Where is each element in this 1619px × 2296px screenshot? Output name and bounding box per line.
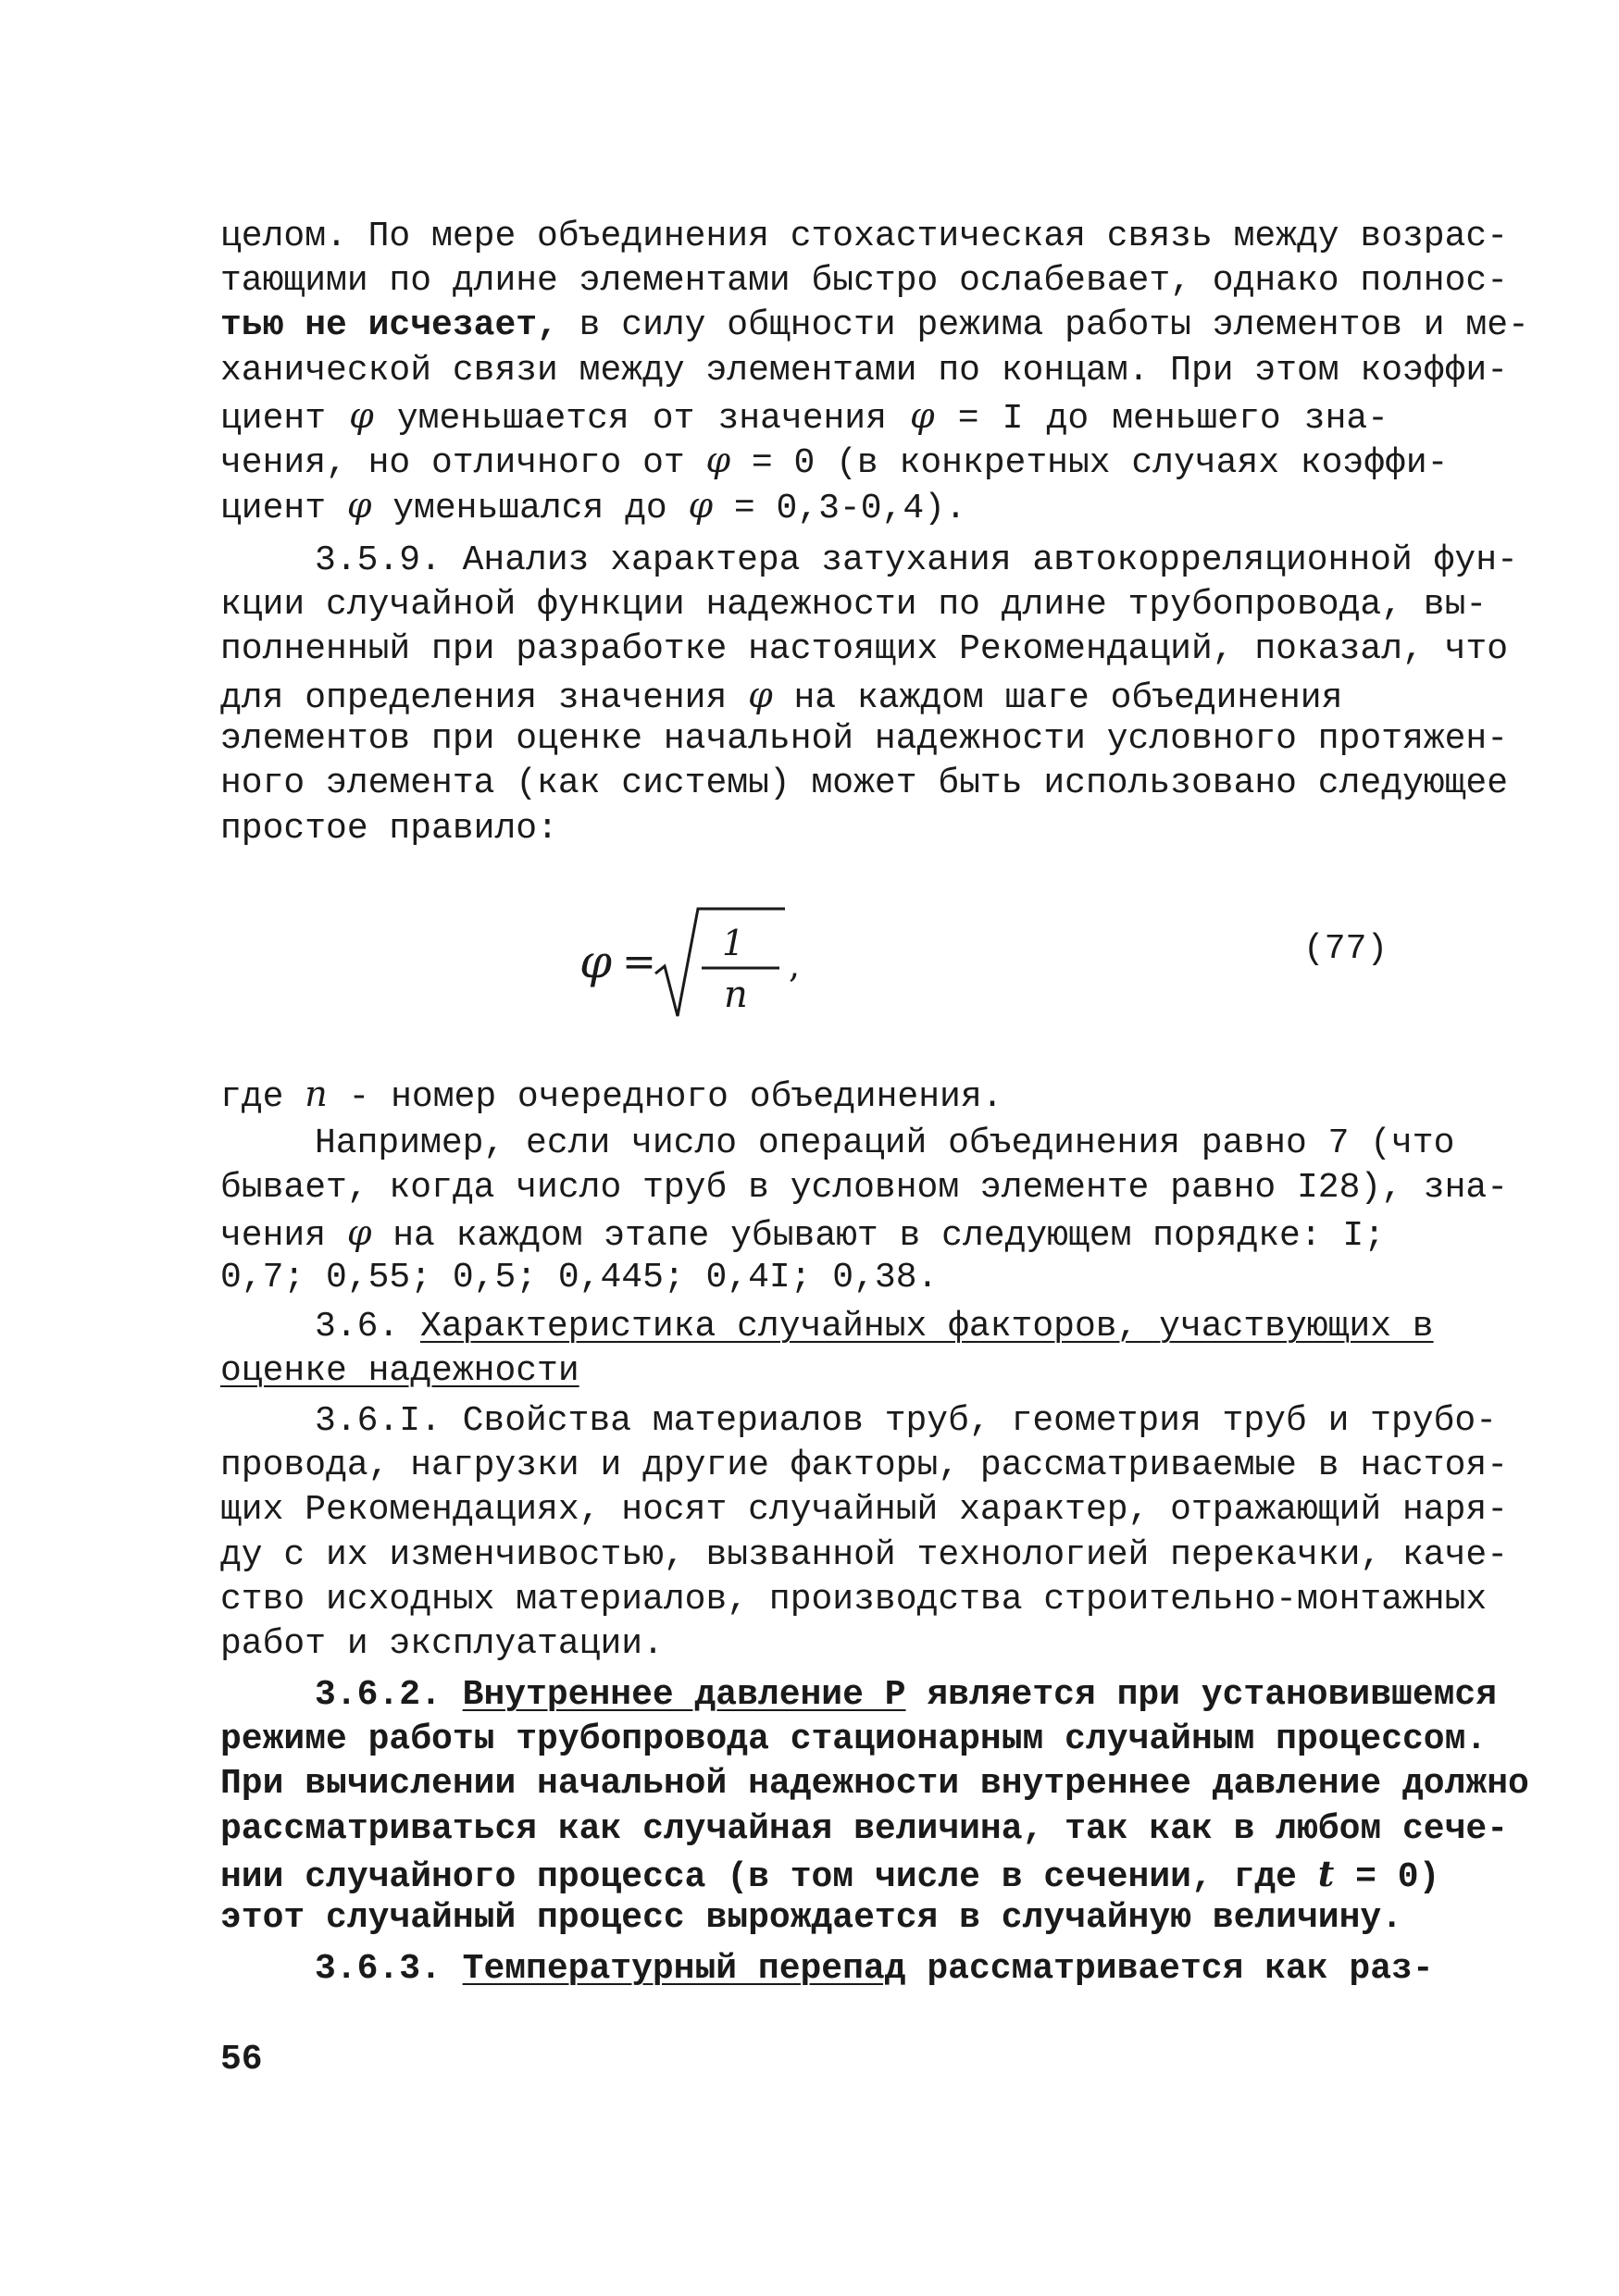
text-line	[315, 1947, 1434, 1992]
text-line	[220, 438, 1449, 486]
text-span: является при установившемся	[905, 1675, 1498, 1715]
formula-numerator: 1	[722, 923, 745, 963]
text-line: кции случайной функции надежности по длине трубопровода, вы-	[220, 585, 1488, 625]
t-symbol: t	[1317, 1853, 1335, 1894]
text-span: 3.6.3.	[315, 1949, 463, 1989]
text-line	[220, 1072, 1389, 1120]
text-line	[220, 393, 1389, 441]
phi-symbol: φ	[748, 675, 773, 715]
formula-equals: =	[622, 938, 656, 986]
text-line: 0,7; 0,55; 0,5; 0,445; 0,4I; 0,38.	[220, 1258, 939, 1297]
term-temperature-difference: Температурный перепад	[462, 1949, 906, 1989]
section-heading	[315, 1305, 1434, 1349]
text-line: элементов при оценке начальной надежности условного протяжен-	[220, 719, 1509, 759]
text-line: провода, нагрузки и другие факторы, рассматриваемые в настоя-	[220, 1446, 1509, 1485]
n-symbol: n	[305, 1074, 328, 1114]
phi-symbol: φ	[705, 440, 731, 480]
equation-number: (77)	[1303, 929, 1389, 969]
text-span: уменьшался до	[371, 489, 689, 528]
phi-symbol: φ	[346, 485, 372, 526]
text-span: где	[220, 1077, 305, 1117]
formula-77	[574, 888, 833, 1027]
text-line	[220, 1852, 1440, 1900]
text-span: в силу общности режима работы элементов и ме-	[557, 305, 1529, 345]
phi-symbol: φ	[688, 485, 714, 526]
section-heading	[220, 1349, 1389, 1394]
text-span: чения, но отличного от	[220, 443, 706, 483]
text-line: ного элемента (как системы) может быть использовано следующее	[220, 763, 1509, 803]
text-line: этот случайный процесс вырождается в случайную величину.	[220, 1898, 1403, 1938]
page-number: 56	[220, 2040, 263, 2079]
text-span: 3.6.	[315, 1307, 421, 1347]
text-span: чения	[220, 1216, 347, 1256]
text-line: 3.5.9. Анализ характера затухания автокорреляционной фун-	[315, 540, 1518, 580]
text-line: Например, если число операций объединения равно 7 (что	[315, 1123, 1455, 1163]
text-span: = 0)	[1334, 1857, 1440, 1897]
text-span: тью не исчезает,	[220, 305, 558, 345]
text-line: щих Рекомендациях, носят случайный характер, отражающий наря-	[220, 1490, 1509, 1530]
formula-comma: ,	[789, 945, 801, 986]
text-line: полненный при разработке настоящих Рекомендаций, показал, что	[220, 629, 1509, 669]
text-line: При вычислении начальной надежности внутреннее давление должно	[220, 1764, 1529, 1804]
formula-denominator: n	[724, 974, 748, 1016]
heading-text: оценке надежности	[220, 1351, 579, 1391]
text-span: - номер очередного объединения.	[327, 1077, 1003, 1117]
text-span: для определения значения	[220, 678, 749, 718]
text-span: на каждом шаге объединения	[772, 678, 1343, 718]
text-span: на каждом этапе убывают в следующем порядке: I;	[371, 1216, 1386, 1256]
phi-symbol: φ	[349, 395, 374, 436]
text-span: = 0,3-0,4).	[713, 489, 966, 528]
text-span: = I до меньшего зна-	[934, 399, 1389, 439]
phi-symbol: φ	[910, 395, 935, 436]
text-line: ханической связи между элементами по концам. При этом коэффи-	[220, 351, 1509, 391]
text-span: уменьшается от значения	[373, 399, 911, 439]
text-line: рассматриваться как случайная величина, так как в любом сече-	[220, 1809, 1509, 1849]
text-line	[315, 1673, 1498, 1718]
text-span: циент	[220, 489, 347, 528]
text-span: нии случайного процесса (в том числе в сечении, где	[220, 1857, 1318, 1897]
text-line: режиме работы трубопровода стационарным случайным процессом.	[220, 1719, 1488, 1759]
text-line	[220, 304, 1529, 348]
text-span: циент	[220, 399, 350, 439]
text-line: ство исходных материалов, производства строительно-монтажных	[220, 1580, 1488, 1620]
text-line: простое правило:	[220, 809, 558, 849]
text-line: работ и эксплуатации.	[220, 1624, 664, 1664]
formula-lhs: φ	[579, 935, 613, 988]
text-span: рассматривается как раз-	[905, 1949, 1434, 1989]
text-line: бывает, когда число труб в условном элементе равно I28), зна-	[220, 1168, 1509, 1208]
text-line	[220, 1210, 1386, 1259]
phi-symbol: φ	[346, 1212, 372, 1253]
text-line	[220, 673, 1389, 721]
text-span: = 0 (в конкретных случаях коэффи-	[730, 443, 1449, 483]
text-line	[220, 483, 1389, 531]
text-line: 3.6.I. Свойства материалов труб, геометрия труб и трубо-	[315, 1401, 1498, 1441]
text-line: целом. По мере объединения стохастическая связь между возрас-	[220, 217, 1509, 256]
text-line: тающими по длине элементами быстро ослабевает, однако полнос-	[220, 261, 1509, 301]
term-internal-pressure: Внутреннее давление Р	[462, 1675, 906, 1715]
heading-text: Характеристика случайных факторов, участвующих в	[420, 1307, 1434, 1347]
text-line: ду с их изменчивостью, вызванной технологией перекачки, каче-	[220, 1535, 1509, 1575]
sqrt-sign	[655, 909, 785, 1016]
text-span: 3.6.2.	[315, 1675, 463, 1715]
